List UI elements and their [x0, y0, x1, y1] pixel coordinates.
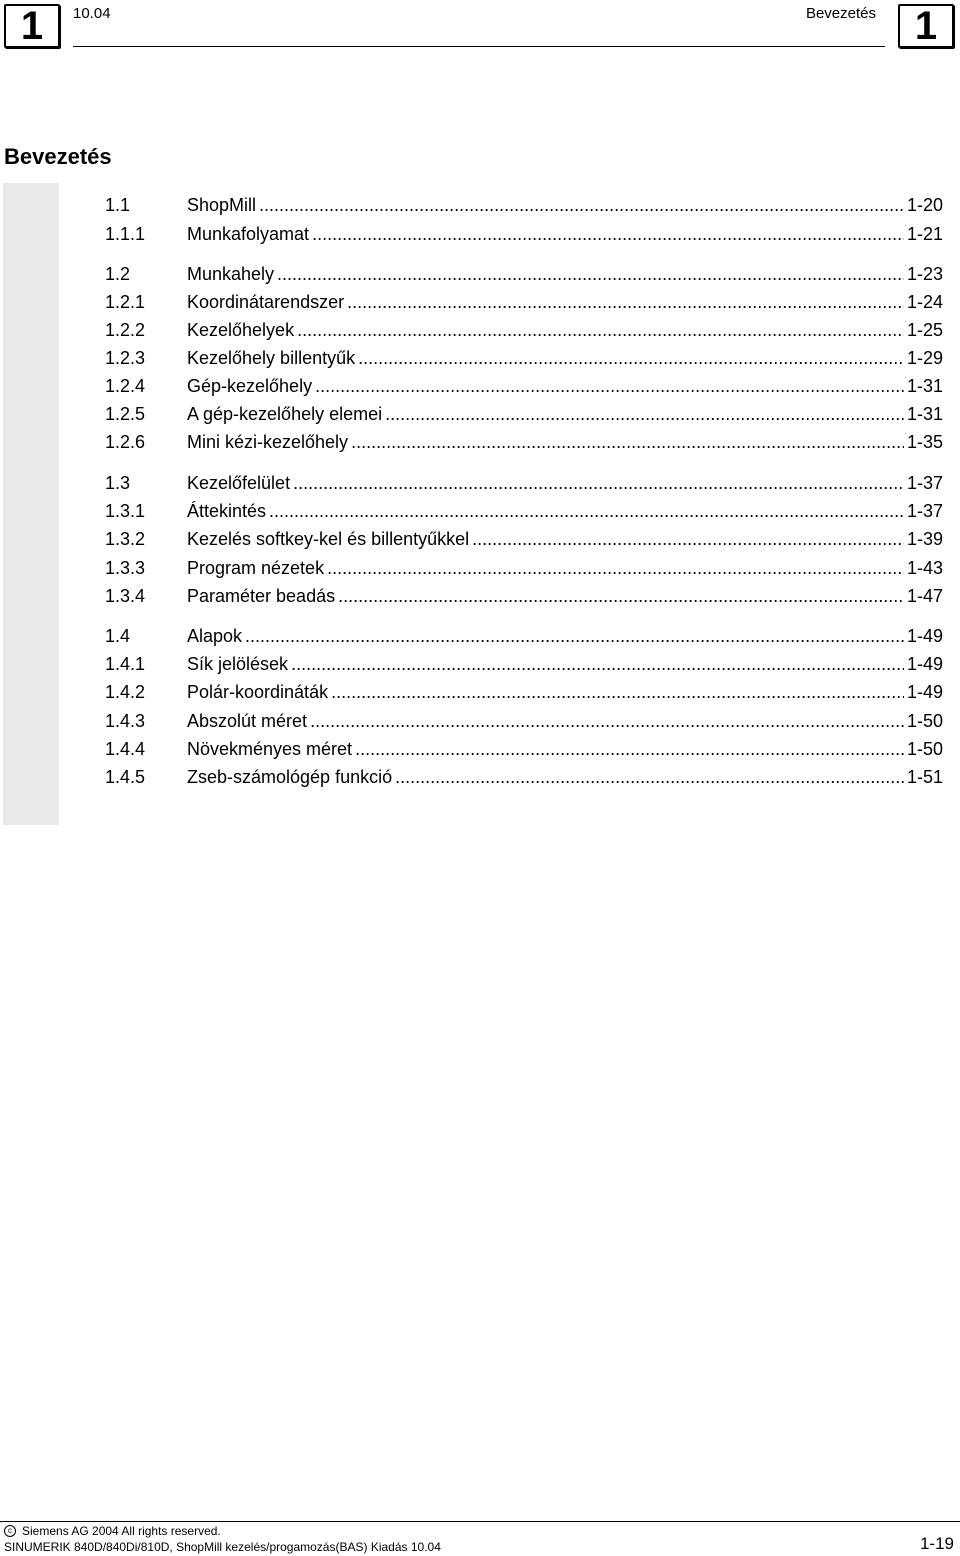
toc-entry-number: 1.4	[105, 626, 131, 646]
toc-entry-title: Paraméter beadás	[187, 586, 336, 606]
chapter-number-box-left: 1	[4, 4, 60, 48]
toc-entry-number: 1.2.3	[105, 348, 146, 368]
toc-entry-title: Zseb-számológép funkció	[187, 767, 393, 787]
sidebar-shade	[3, 183, 59, 825]
toc-entry-leader-dots	[355, 739, 904, 760]
toc-entry-page: 1-25	[906, 320, 943, 340]
toc-entry-page: 1-43	[906, 558, 943, 578]
toc-entry-leader-dots	[472, 529, 904, 550]
toc-entry-leader-dots	[297, 320, 904, 341]
toc-entry-leader-dots	[293, 473, 904, 494]
toc-entry-leader-dots	[310, 711, 904, 732]
toc-entry-title: Polár-koordináták	[187, 682, 329, 702]
toc-entry-number: 1.2.5	[105, 404, 146, 424]
toc-entry-page: 1-24	[906, 292, 943, 312]
toc-entry-leader-dots	[338, 586, 904, 607]
toc-entry-leader-dots	[277, 264, 904, 285]
footer-copyright	[4, 1524, 221, 1538]
toc-entry-number: 1.2.2	[105, 320, 146, 340]
toc-entry[interactable]	[105, 348, 943, 372]
toc-entry[interactable]	[105, 529, 943, 553]
toc-entry[interactable]	[105, 739, 943, 763]
toc-entry-leader-dots	[259, 195, 904, 216]
toc-entry-number: 1.4.3	[105, 711, 146, 731]
toc-entry[interactable]	[105, 654, 943, 678]
toc-entry-title: Kezelés softkey-kel és billentyűkkel	[187, 529, 470, 549]
toc-entry-leader-dots	[245, 626, 904, 647]
toc-entry-page: 1-31	[906, 376, 943, 396]
toc-entry[interactable]	[105, 682, 943, 706]
toc-entry-leader-dots	[395, 767, 904, 788]
toc-entry-page: 1-20	[906, 195, 943, 215]
toc-entry-number: 1.2.6	[105, 432, 146, 452]
toc-entry[interactable]	[105, 558, 943, 582]
toc-entry-number: 1.4.5	[105, 767, 146, 787]
footer-document-title: SINUMERIK 840D/840Di/810D, ShopMill kezelés/progamozás(BAS) Kiadás 10.04	[4, 1540, 441, 1554]
section-heading: Bevezetés	[4, 144, 112, 169]
toc-entry-number: 1.4.1	[105, 654, 146, 674]
toc-entry-number: 1.3.3	[105, 558, 146, 578]
toc-entry-number: 1.3.1	[105, 501, 146, 521]
toc-entry-leader-dots	[347, 292, 904, 313]
footer-copyright-text: Siemens AG 2004 All rights reserved.	[22, 1524, 221, 1538]
toc-entry-number: 1.1.1	[105, 224, 146, 244]
toc-entry[interactable]	[105, 432, 943, 456]
toc-entry-title: Kezelőhelyek	[187, 320, 295, 340]
toc-entry[interactable]	[105, 376, 943, 400]
toc-entry-title: Munkafolyamat	[187, 224, 310, 244]
toc-entry-page: 1-37	[906, 501, 943, 521]
toc-entry-number: 1.4.4	[105, 739, 146, 759]
toc-entry-page: 1-49	[906, 626, 943, 646]
toc-entry-page: 1-51	[906, 767, 943, 787]
toc-entry-leader-dots	[385, 404, 904, 425]
toc-entry-leader-dots	[291, 654, 904, 675]
toc-entry-title: Kezelőfelület	[187, 473, 291, 493]
toc-entry[interactable]	[105, 224, 943, 248]
toc-entry[interactable]	[105, 264, 943, 288]
toc-entry-page: 1-29	[906, 348, 943, 368]
toc-entry-page: 1-49	[906, 654, 943, 674]
toc-entry-number: 1.2.4	[105, 376, 146, 396]
toc-entry-page: 1-35	[906, 432, 943, 452]
toc-entry-number: 1.4.2	[105, 682, 146, 702]
toc-entry-title: Gép-kezelőhely	[187, 376, 313, 396]
toc-entry-page: 1-37	[906, 473, 943, 493]
toc-entry-number: 1.3	[105, 473, 131, 493]
toc-entry[interactable]	[105, 404, 943, 428]
toc-entry-number: 1.3.2	[105, 529, 146, 549]
toc-entry-title: Alapok	[187, 626, 243, 646]
toc-entry-number: 1.2.1	[105, 292, 146, 312]
toc-entry-page: 1-21	[906, 224, 943, 244]
toc-entry-title: ShopMill	[187, 195, 257, 215]
toc-entry-title: Program nézetek	[187, 558, 325, 578]
toc-entry-number: 1.1	[105, 195, 131, 215]
toc-entry-title: Növekményes méret	[187, 739, 353, 759]
toc-entry[interactable]	[105, 501, 943, 525]
toc-entry[interactable]	[105, 626, 943, 650]
toc-entry-page: 1-49	[906, 682, 943, 702]
toc-entry-page: 1-50	[906, 711, 943, 731]
toc-entry-page: 1-47	[906, 586, 943, 606]
toc-entry[interactable]	[105, 767, 943, 791]
toc-entry[interactable]	[105, 711, 943, 735]
header-title: Bevezetés	[805, 5, 876, 22]
header-divider	[73, 46, 885, 47]
toc-entry[interactable]	[105, 586, 943, 610]
toc-entry-page: 1-50	[906, 739, 943, 759]
toc-entry[interactable]	[105, 473, 943, 497]
header-date: 10.04	[73, 5, 111, 22]
toc-entry-title: Munkahely	[187, 264, 275, 284]
toc-entry-title: Áttekintés	[187, 501, 267, 521]
toc-entry-leader-dots	[358, 348, 904, 369]
toc-entry-leader-dots	[269, 501, 904, 522]
toc-entry-number: 1.3.4	[105, 586, 146, 606]
toc-entry-title: Koordinátarendszer	[187, 292, 345, 312]
toc-entry-leader-dots	[331, 682, 904, 703]
toc-entry-title: Abszolút méret	[187, 711, 308, 731]
toc-entry[interactable]	[105, 292, 943, 316]
toc-entry-number: 1.2	[105, 264, 131, 284]
toc-entry-title: Sík jelölések	[187, 654, 289, 674]
toc-entry-page: 1-23	[906, 264, 943, 284]
toc-entry[interactable]	[105, 195, 943, 219]
toc-entry-title: A gép-kezelőhely elemei	[187, 404, 383, 424]
footer-divider	[0, 1521, 960, 1522]
chapter-number-box-right: 1	[898, 4, 954, 48]
toc-entry-leader-dots	[327, 558, 904, 579]
toc-entry-page: 1-39	[906, 529, 943, 549]
toc-entry-leader-dots	[315, 376, 904, 397]
toc-entry-page: 1-31	[906, 404, 943, 424]
toc-entry-leader-dots	[351, 432, 904, 453]
footer-page-number: 1-19	[919, 1534, 954, 1553]
toc-entry-leader-dots	[312, 224, 904, 245]
copyright-icon: c	[4, 1525, 16, 1537]
toc-entry-title: Mini kézi-kezelőhely	[187, 432, 349, 452]
toc-entry-title: Kezelőhely billentyűk	[187, 348, 356, 368]
toc-entry[interactable]	[105, 320, 943, 344]
